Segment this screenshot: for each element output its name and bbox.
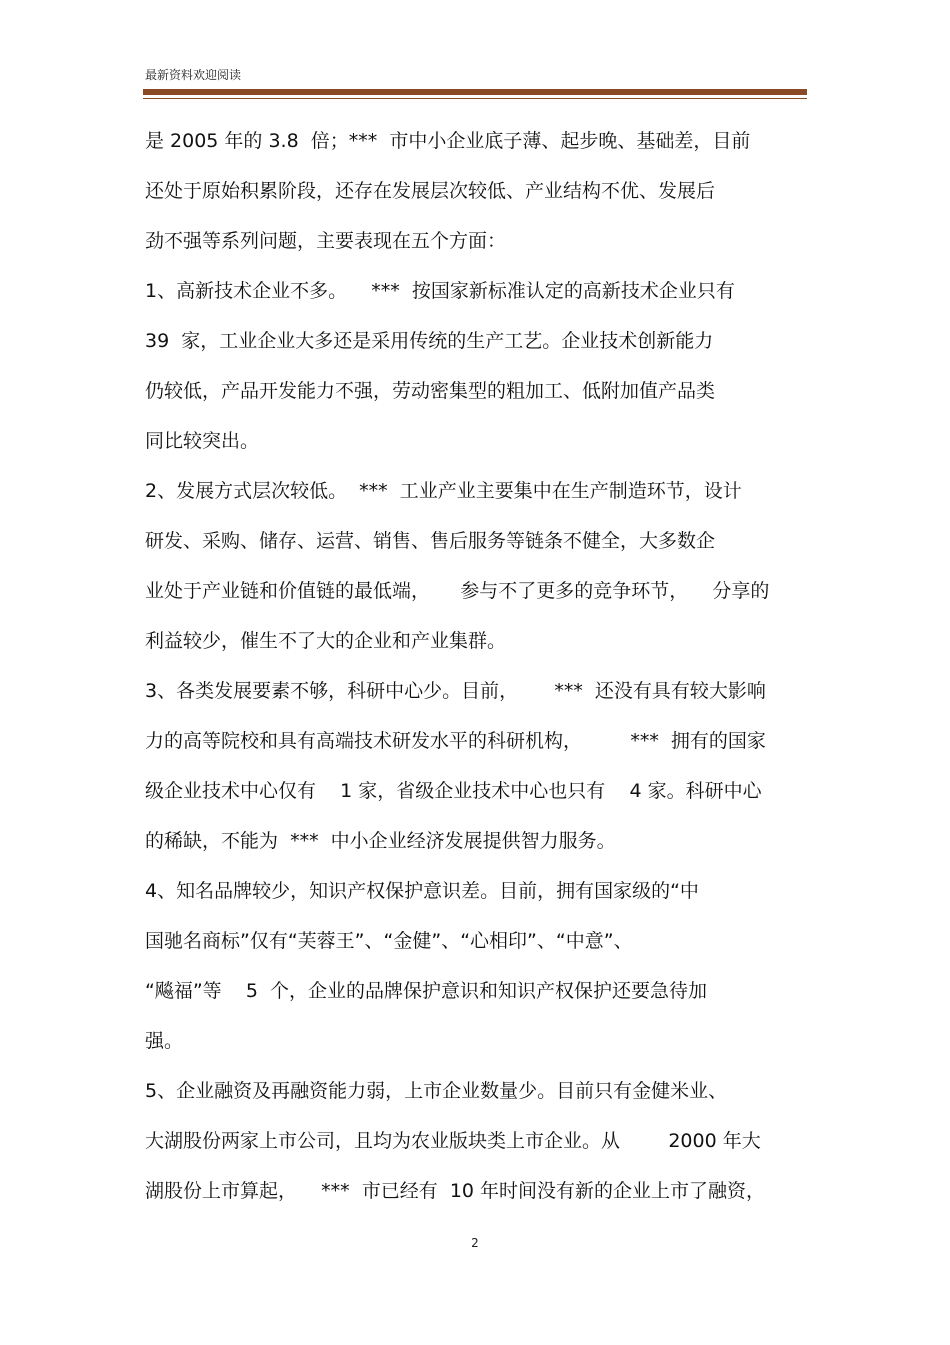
page-number: 2 (471, 1236, 479, 1250)
text-line: 劲不强等系列问题，主要表现在五个方面： (145, 230, 507, 252)
text-line: 力的高等院校和具有高端技术研发水平的科研机构， *** 拥有的国家 (145, 730, 766, 752)
text-line: 5、企业融资及再融资能力弱，上市企业数量少。目前只有金健米业、 (145, 1080, 728, 1102)
text-line: “飚福”等 5 个，企业的品牌保护意识和知识产权保护还要急待加 (145, 980, 708, 1002)
text-line: 国驰名商标”仅有“芙蓉王”、“金健”、“心相印”、“中意”、 (145, 930, 633, 952)
text-line: 湖股份上市算起， *** 市已经有 10 年时间没有新的企业上市了融资， (145, 1180, 766, 1202)
text-line: 1、高新技术企业不多。 *** 按国家新标准认定的高新技术企业只有 (145, 280, 735, 302)
running-header: 最新资料欢迎阅读 (145, 68, 242, 82)
header-rule-thin (143, 98, 807, 99)
text-line: 2、发展方式层次较低。 *** 工业产业主要集中在生产制造环节，设计 (145, 480, 742, 502)
text-line: 39 家，工业企业大多还是采用传统的生产工艺。企业技术创新能力 (145, 330, 714, 352)
text-line: 研发、采购、储存、运营、销售、售后服务等链条不健全，大多数企 (145, 530, 716, 552)
text-line: 的稀缺，不能为 *** 中小企业经济发展提供智力服务。 (145, 830, 616, 852)
text-line: 4、知名品牌较少，知识产权保护意识差。目前，拥有国家级的“中 (145, 880, 699, 902)
text-line: 大湖股份两家上市公司，且均为农业版块类上市企业。从 2000 年大 (145, 1130, 761, 1152)
text-line: 业处于产业链和价值链的最低端， 参与不了更多的竞争环节， 分享的 (145, 580, 770, 602)
text-line: 仍较低，产品开发能力不强，劳动密集型的粗加工、低附加值产品类 (145, 380, 716, 402)
header-rule-thick (143, 89, 807, 95)
text-line: 3、各类发展要素不够，科研中心少。目前， *** 还没有具有较大影响 (145, 680, 766, 702)
text-line: 同比较突出。 (145, 430, 260, 452)
body-text (145, 122, 807, 1222)
text-line: 强。 (145, 1030, 184, 1052)
text-line: 还处于原始积累阶段，还存在发展层次较低、产业结构不优、发展后 (145, 180, 716, 202)
text-line: 级企业技术中心仅有 1 家，省级企业技术中心也只有 4 家。科研中心 (145, 780, 762, 802)
text-line: 是 2005 年的 3.8 倍；*** 市中小企业底子薄、起步晚、基础差，目前 (145, 130, 751, 152)
text-line: 利益较少，催生不了大的企业和产业集群。 (145, 630, 507, 652)
